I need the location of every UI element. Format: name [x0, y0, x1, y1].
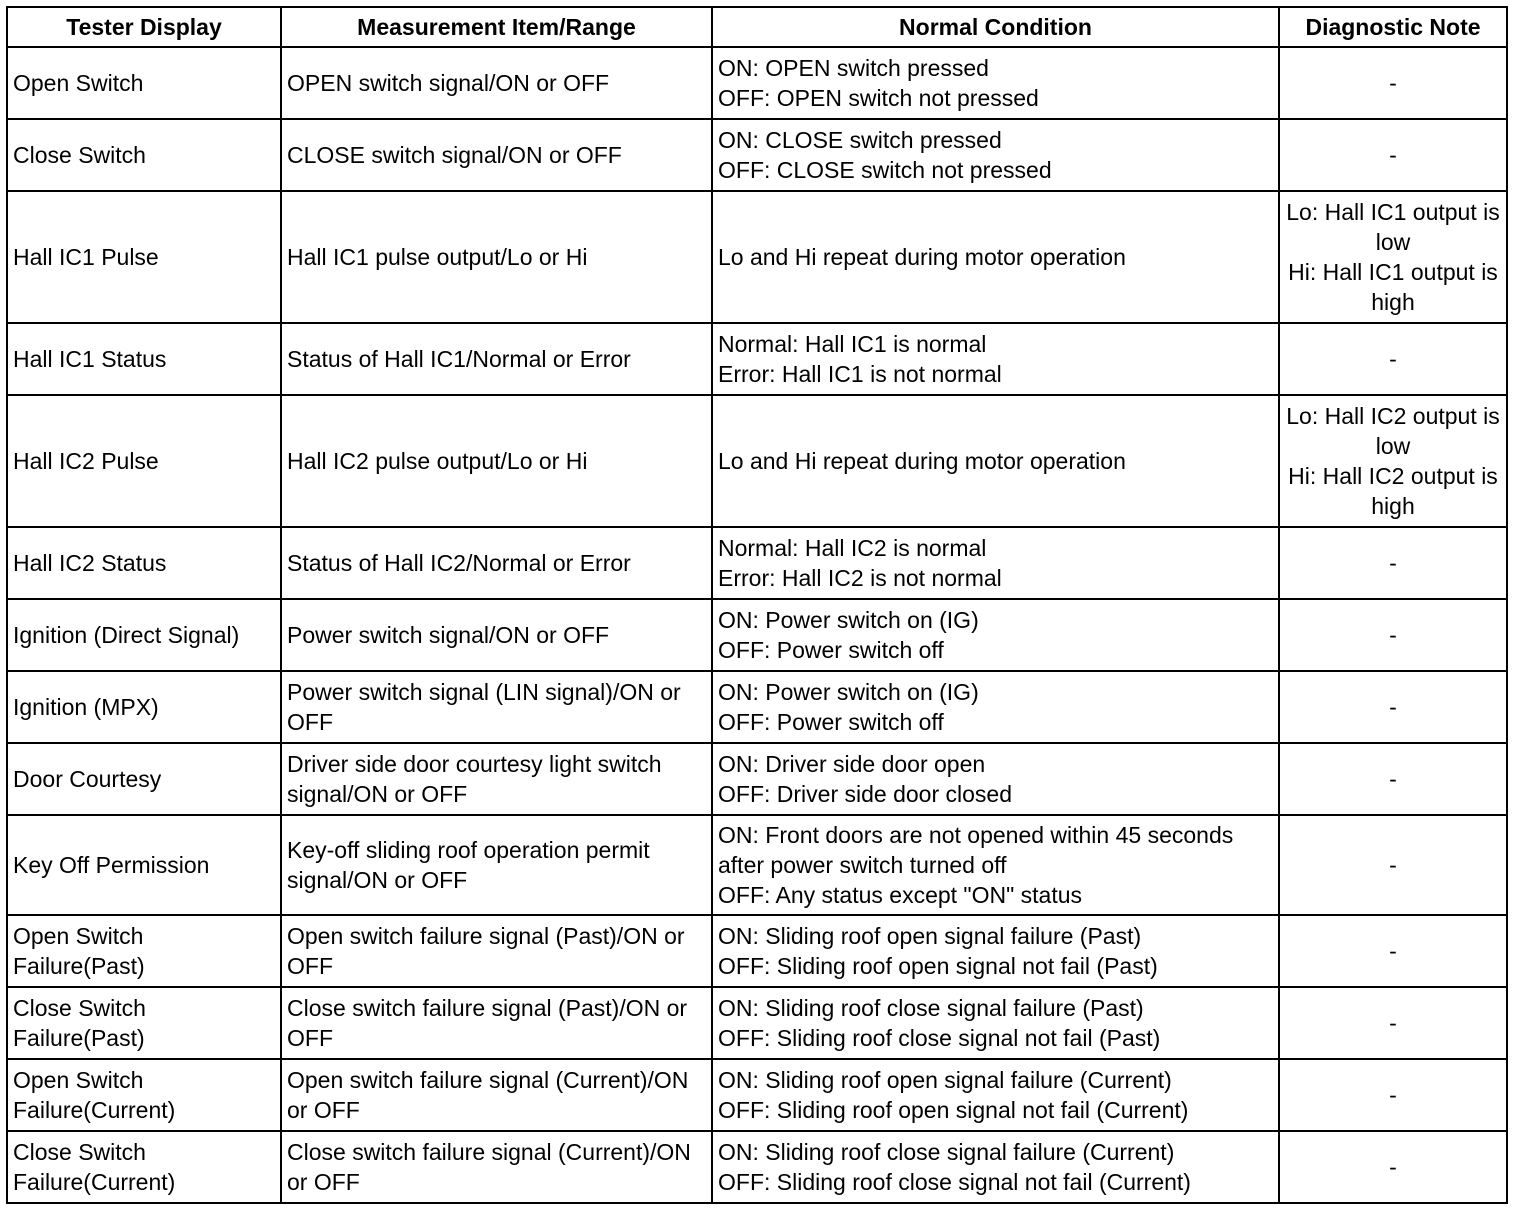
normal-condition-cell	[712, 323, 1279, 395]
note-line: Lo: Hall IC2 output is low	[1286, 403, 1500, 459]
table-row	[7, 119, 1507, 191]
condition-line: ON: Front doors are not opened within 45 seconds after power switch turned off	[718, 822, 1234, 878]
normal-condition-cell	[712, 671, 1279, 743]
normal-condition-cell	[712, 987, 1279, 1059]
diagnostic-data-table	[6, 6, 1508, 1204]
tester-display-cell: Open Switch	[7, 47, 281, 119]
diagnostic-note-cell: -	[1279, 527, 1507, 599]
normal-condition-cell	[712, 395, 1279, 527]
condition-line: OFF: Sliding roof open signal not fail (Past)	[718, 953, 1158, 979]
tester-display-cell: Open Switch Failure(Past)	[7, 915, 281, 987]
diagnostic-note-cell: -	[1279, 599, 1507, 671]
table-row	[7, 395, 1507, 527]
tester-display-cell: Open Switch Failure(Current)	[7, 1059, 281, 1131]
condition-line: Normal: Hall IC1 is normal	[718, 331, 987, 357]
measurement-item-cell: Close switch failure signal (Past)/ON or OFF	[281, 987, 712, 1059]
normal-condition-cell	[712, 743, 1279, 815]
measurement-item-cell: Key-off sliding roof operation permit signal/ON or OFF	[281, 815, 712, 915]
diagnostic-note-cell: -	[1279, 987, 1507, 1059]
condition-line: OFF: CLOSE switch not pressed	[718, 157, 1052, 183]
condition-line: ON: Sliding roof close signal failure (Past)	[718, 995, 1144, 1021]
condition-line: OFF: Sliding roof close signal not fail (Past)	[718, 1025, 1161, 1051]
normal-condition-cell	[712, 915, 1279, 987]
condition-line: ON: Power switch on (IG)	[718, 679, 979, 705]
tester-display-cell: Hall IC2 Pulse	[7, 395, 281, 527]
header-normal-condition: Normal Condition	[712, 7, 1279, 47]
measurement-item-cell: Power switch signal/ON or OFF	[281, 599, 712, 671]
condition-line: OFF: Driver side door closed	[718, 781, 1012, 807]
measurement-item-cell: Status of Hall IC1/Normal or Error	[281, 323, 712, 395]
table-row	[7, 1131, 1507, 1203]
table-row	[7, 815, 1507, 915]
normal-condition-cell	[712, 1059, 1279, 1131]
measurement-item-cell: Status of Hall IC2/Normal or Error	[281, 527, 712, 599]
header-measurement-item: Measurement Item/Range	[281, 7, 712, 47]
measurement-item-cell: Hall IC1 pulse output/Lo or Hi	[281, 191, 712, 323]
condition-line: OFF: Sliding roof open signal not fail (Current)	[718, 1097, 1189, 1123]
note-line: Hi: Hall IC2 output is high	[1288, 463, 1498, 519]
diagnostic-note-cell: -	[1279, 815, 1507, 915]
condition-line: Lo and Hi repeat during motor operation	[718, 244, 1126, 270]
measurement-item-cell: Open switch failure signal (Past)/ON or OFF	[281, 915, 712, 987]
diagnostic-note-cell: -	[1279, 1131, 1507, 1203]
measurement-item-cell: Driver side door courtesy light switch signal/ON or OFF	[281, 743, 712, 815]
diagnostic-note-cell	[1279, 395, 1507, 527]
tester-display-cell: Ignition (Direct Signal)	[7, 599, 281, 671]
tester-display-cell: Ignition (MPX)	[7, 671, 281, 743]
condition-line: OFF: Power switch off	[718, 637, 944, 663]
tester-display-cell: Close Switch Failure(Current)	[7, 1131, 281, 1203]
diagnostic-note-cell: -	[1279, 47, 1507, 119]
measurement-item-cell: Open switch failure signal (Current)/ON or OFF	[281, 1059, 712, 1131]
diagnostic-note-cell: -	[1279, 119, 1507, 191]
table-row	[7, 743, 1507, 815]
normal-condition-cell	[712, 527, 1279, 599]
table-row	[7, 915, 1507, 987]
table-row	[7, 599, 1507, 671]
tester-display-cell: Close Switch	[7, 119, 281, 191]
table-row	[7, 323, 1507, 395]
diagnostic-note-cell: -	[1279, 915, 1507, 987]
diagnostic-note-cell: -	[1279, 743, 1507, 815]
measurement-item-cell: Hall IC2 pulse output/Lo or Hi	[281, 395, 712, 527]
condition-line: OFF: Power switch off	[718, 709, 944, 735]
normal-condition-cell	[712, 1131, 1279, 1203]
diagnostic-note-cell: -	[1279, 1059, 1507, 1131]
header-tester-display: Tester Display	[7, 7, 281, 47]
diagnostic-note-cell: -	[1279, 671, 1507, 743]
measurement-item-cell: Close switch failure signal (Current)/ON or OFF	[281, 1131, 712, 1203]
condition-line: Lo and Hi repeat during motor operation	[718, 448, 1126, 474]
normal-condition-cell	[712, 191, 1279, 323]
tester-display-cell: Door Courtesy	[7, 743, 281, 815]
measurement-item-cell: OPEN switch signal/ON or OFF	[281, 47, 712, 119]
condition-line: OFF: Any status except "ON" status	[718, 882, 1083, 908]
note-line: Lo: Hall IC1 output is low	[1286, 199, 1500, 255]
condition-line: ON: OPEN switch pressed	[718, 55, 989, 81]
measurement-item-cell: CLOSE switch signal/ON or OFF	[281, 119, 712, 191]
condition-line: OFF: OPEN switch not pressed	[718, 85, 1039, 111]
table-header-row	[7, 7, 1507, 47]
condition-line: ON: Sliding roof open signal failure (Current)	[718, 1067, 1172, 1093]
condition-line: Normal: Hall IC2 is normal	[718, 535, 987, 561]
diagnostic-note-cell	[1279, 191, 1507, 323]
condition-line: ON: CLOSE switch pressed	[718, 127, 1002, 153]
tester-display-cell: Hall IC2 Status	[7, 527, 281, 599]
condition-line: Error: Hall IC2 is not normal	[718, 565, 1002, 591]
table-row	[7, 47, 1507, 119]
header-diagnostic-note: Diagnostic Note	[1279, 7, 1507, 47]
table-row	[7, 671, 1507, 743]
tester-display-cell: Hall IC1 Status	[7, 323, 281, 395]
note-line: Hi: Hall IC1 output is high	[1288, 259, 1498, 315]
normal-condition-cell	[712, 119, 1279, 191]
measurement-item-cell: Power switch signal (LIN signal)/ON or OFF	[281, 671, 712, 743]
normal-condition-cell	[712, 47, 1279, 119]
table-row	[7, 527, 1507, 599]
tester-display-cell: Hall IC1 Pulse	[7, 191, 281, 323]
normal-condition-cell	[712, 599, 1279, 671]
diagnostic-note-cell: -	[1279, 323, 1507, 395]
condition-line: ON: Sliding roof close signal failure (Current)	[718, 1139, 1175, 1165]
tester-display-cell: Close Switch Failure(Past)	[7, 987, 281, 1059]
table-row	[7, 191, 1507, 323]
condition-line: ON: Driver side door open	[718, 751, 986, 777]
table-row	[7, 1059, 1507, 1131]
table-row	[7, 987, 1507, 1059]
condition-line: ON: Power switch on (IG)	[718, 607, 979, 633]
condition-line: Error: Hall IC1 is not normal	[718, 361, 1002, 387]
normal-condition-cell	[712, 815, 1279, 915]
condition-line: OFF: Sliding roof close signal not fail (Current)	[718, 1169, 1191, 1195]
condition-line: ON: Sliding roof open signal failure (Past)	[718, 923, 1142, 949]
tester-display-cell: Key Off Permission	[7, 815, 281, 915]
